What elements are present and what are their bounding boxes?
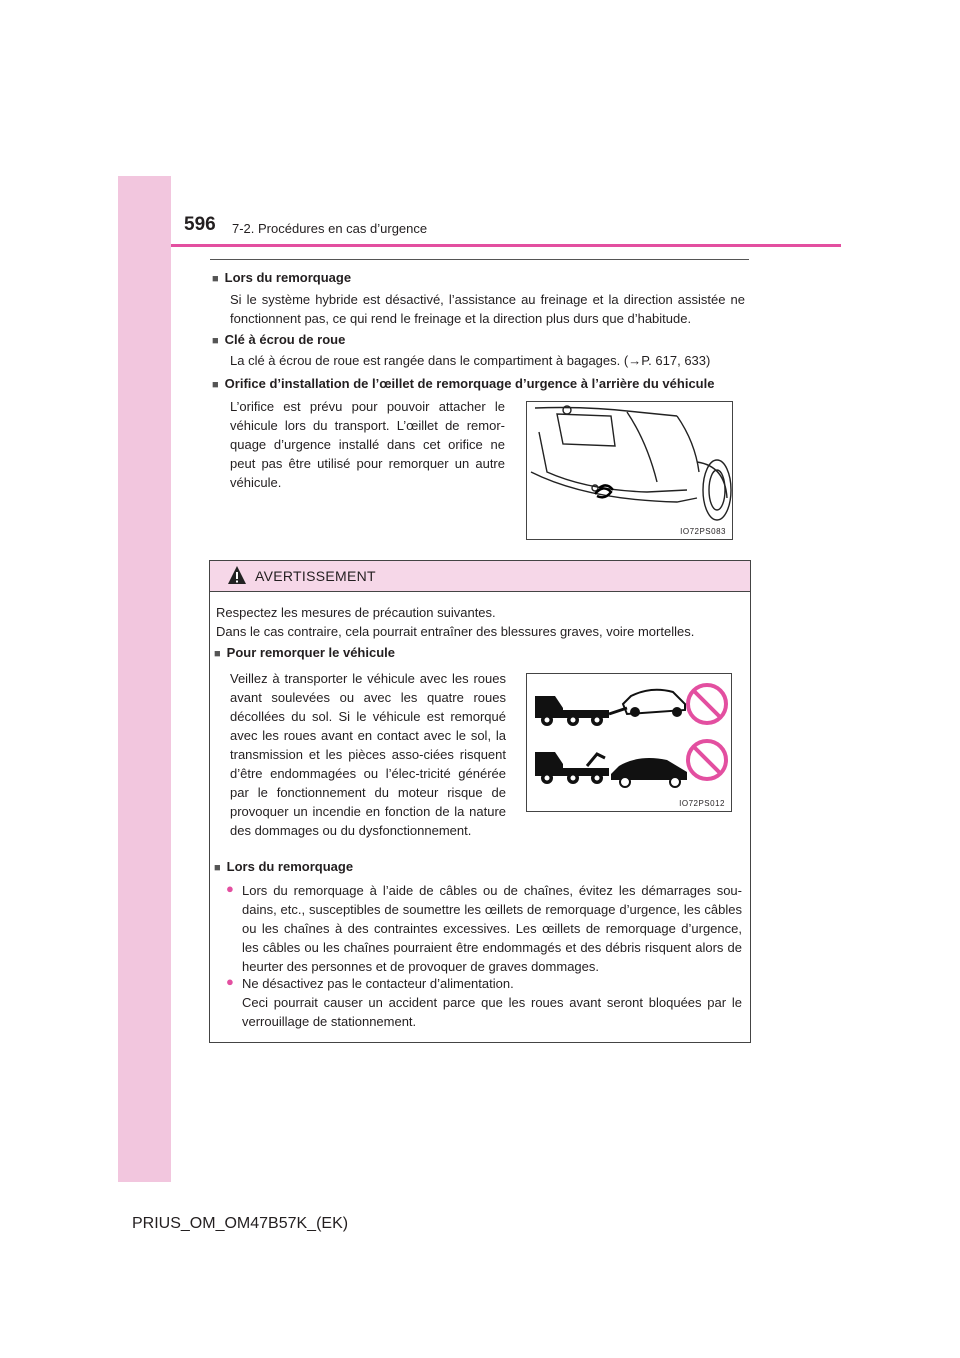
rear-bumper-drawing xyxy=(527,402,732,539)
warning-intro-2: Dans le cas contraire, cela pourrait entraîner des blessures graves, voire mortelles. xyxy=(216,624,695,639)
towing-illustration xyxy=(526,673,732,812)
rear-bumper-illustration xyxy=(526,401,733,540)
warning-bullet-2-detail: Ceci pourrait causer un accident parce que les roues avant seront bloquées par le verrouillage de stationnement. xyxy=(242,995,742,1029)
warning-sub-text-1: Veillez à transporter le véhicule avec les roues avant soulevées ou avec les quatre roues décollées du sol. Si le véhicule est remorqué avec les roues avant en contact avec le sol, la transmission et les pièces asso-ciées risquent d’être endommagées ou l’élec-tricité générée par le fonctionnement du moteur risque de provoquer un incendie en fonction de la nature des dommages ou du dysfonctionnement. xyxy=(230,671,506,838)
square-bullet-icon: ■ xyxy=(214,862,221,874)
content-rule xyxy=(210,259,749,260)
square-bullet-icon: ■ xyxy=(212,273,219,285)
side-tab-band xyxy=(118,176,171,1182)
image-label: IO72PS012 xyxy=(679,799,725,808)
header-rule xyxy=(171,244,841,247)
page-number: 596 xyxy=(184,214,216,235)
image-label: IO72PS083 xyxy=(680,527,726,536)
section-text-cle: La clé à écrou de roue est rangée dans le compartiment à bagages. (→P. 617, 633) xyxy=(230,353,711,368)
section-heading-orifice: ■ Orifice d’installation de l’œillet de remorquage d’urgence à l’arrière du véhicule xyxy=(212,376,715,391)
warning-bullet-1: Lors du remorquage à l’aide de câbles ou de chaînes, évitez les démarrages sou-dains, etc., susceptibles de soumettre les œillets de remorquage d’urgence, les câbles ou les chaînes à des contraintes excessives. Les œillets de remorquage d’urgence, les câbles ou les chaînes pourraient être endommagés et des débris risquent alors de heurter des personnes et de provoquer de graves dommages. xyxy=(242,883,742,974)
dot-bullet-icon: ● xyxy=(226,974,234,989)
square-bullet-icon: ■ xyxy=(214,648,221,660)
towing-drawing xyxy=(527,674,731,811)
square-bullet-icon: ■ xyxy=(212,379,219,391)
square-bullet-icon: ■ xyxy=(212,335,219,347)
warning-box xyxy=(209,560,751,1043)
warning-title: AVERTISSEMENT xyxy=(255,568,376,584)
warning-sub-heading-2: ■ Lors du remorquage xyxy=(214,859,354,874)
section-title: 7-2. Procédures en cas d’urgence xyxy=(232,221,428,236)
warning-intro: Respectez les mesures de précaution suivantes. xyxy=(216,605,496,620)
section-text-orifice: L’orifice est prévu pour pouvoir attacher le véhicule lors du transport. L’œillet de remor-quage d’urgence installé dans cet orifice ne peut pas être utilisé pour remorquer un autre véhicule. xyxy=(230,399,505,490)
section-heading-remorquage: ■ Lors du remorquage xyxy=(212,270,352,285)
warning-header xyxy=(210,561,750,592)
dot-bullet-icon: ● xyxy=(226,881,234,896)
warning-triangle-icon xyxy=(227,565,247,585)
section-heading-cle: ■ Clé à écrou de roue xyxy=(212,332,346,347)
warning-bullet-2: Ne désactivez pas le contacteur d’alimentation. xyxy=(242,976,514,991)
warning-sub-heading-1: ■ Pour remorquer le véhicule xyxy=(214,645,395,660)
section-text-remorquage: Si le système hybride est désactivé, l’assistance au freinage et la direction assistée ne fonctionnent pas, ce qui rend le freinage et la direction plus durs que d’habitude. xyxy=(230,292,745,326)
document-footer: PRIUS_OM_OM47B57K_(EK) xyxy=(132,1215,349,1232)
